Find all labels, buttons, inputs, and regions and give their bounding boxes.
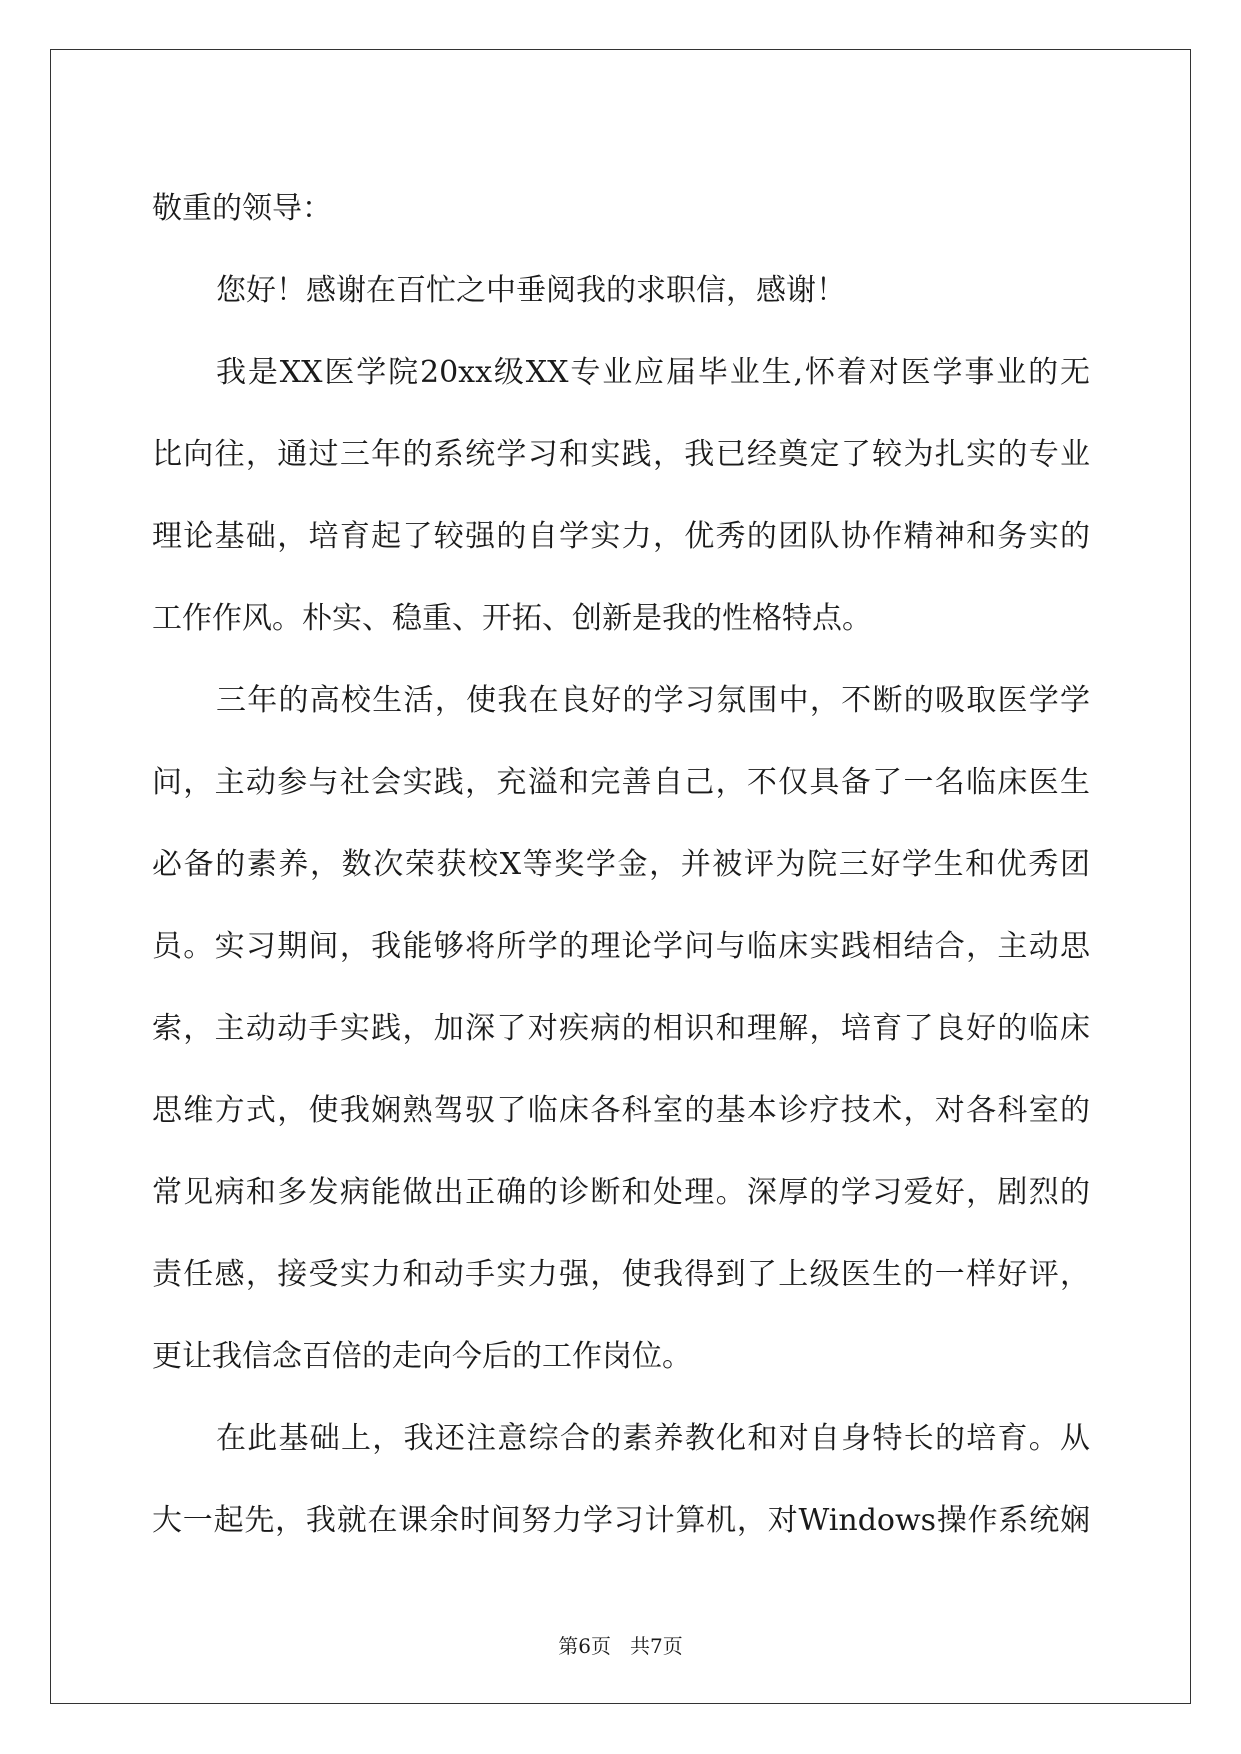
- page-footer: 第6页 共7页: [558, 1634, 683, 1658]
- letter-lines: [152, 250, 1090, 1562]
- text-line: 常见病和多发病能做出正确的诊断和处理。深厚的学习爱好，剧烈的: [152, 1175, 1090, 1210]
- letter-body: [152, 168, 1090, 1562]
- text-line: 三年的高校生活，使我在良好的学习氛围中，不断的吸取医学学: [216, 683, 1090, 718]
- text-line: 索，主动动手实践，加深了对疾病的相识和理解，培育了良好的临床: [152, 1011, 1090, 1046]
- text-line: 我是XX医学院20xx级XX专业应届毕业生,怀着对医学事业的无: [216, 355, 1090, 390]
- text-line: 理论基础，培育起了较强的自学实力，优秀的团队协作精神和务实的: [152, 519, 1090, 554]
- text-line: 责任感，接受实力和动手实力强，使我得到了上级医生的一样好评，: [152, 1257, 1090, 1292]
- text-line: 您好！感谢在百忙之中垂阅我的求职信，感谢！: [216, 273, 846, 308]
- text-line: 大一起先，我就在课余时间努力学习计算机，对Windows操作系统娴: [152, 1503, 1090, 1538]
- text-line: 思维方式，使我娴熟驾驭了临床各科室的基本诊疗技术，对各科室的: [152, 1093, 1090, 1128]
- text-line: 工作作风。朴实、稳重、开拓、创新是我的性格特点。: [152, 601, 872, 636]
- salutation: 敬重的领导：: [152, 191, 332, 226]
- text-line: 比向往，通过三年的系统学习和实践，我已经奠定了较为扎实的专业: [152, 437, 1090, 472]
- text-line: 员。实习期间，我能够将所学的理论学问与临床实践相结合，主动思: [152, 929, 1090, 964]
- text-line: 在此基础上，我还注意综合的素养教化和对自身特长的培育。从: [216, 1421, 1090, 1456]
- text-line: 必备的素养，数次荣获校X等奖学金，并被评为院三好学生和优秀团: [152, 847, 1090, 882]
- text-line: 更让我信念百倍的走向今后的工作岗位。: [152, 1339, 692, 1374]
- text-line: 问，主动参与社会实践，充溢和完善自己，不仅具备了一名临床医生: [152, 765, 1090, 800]
